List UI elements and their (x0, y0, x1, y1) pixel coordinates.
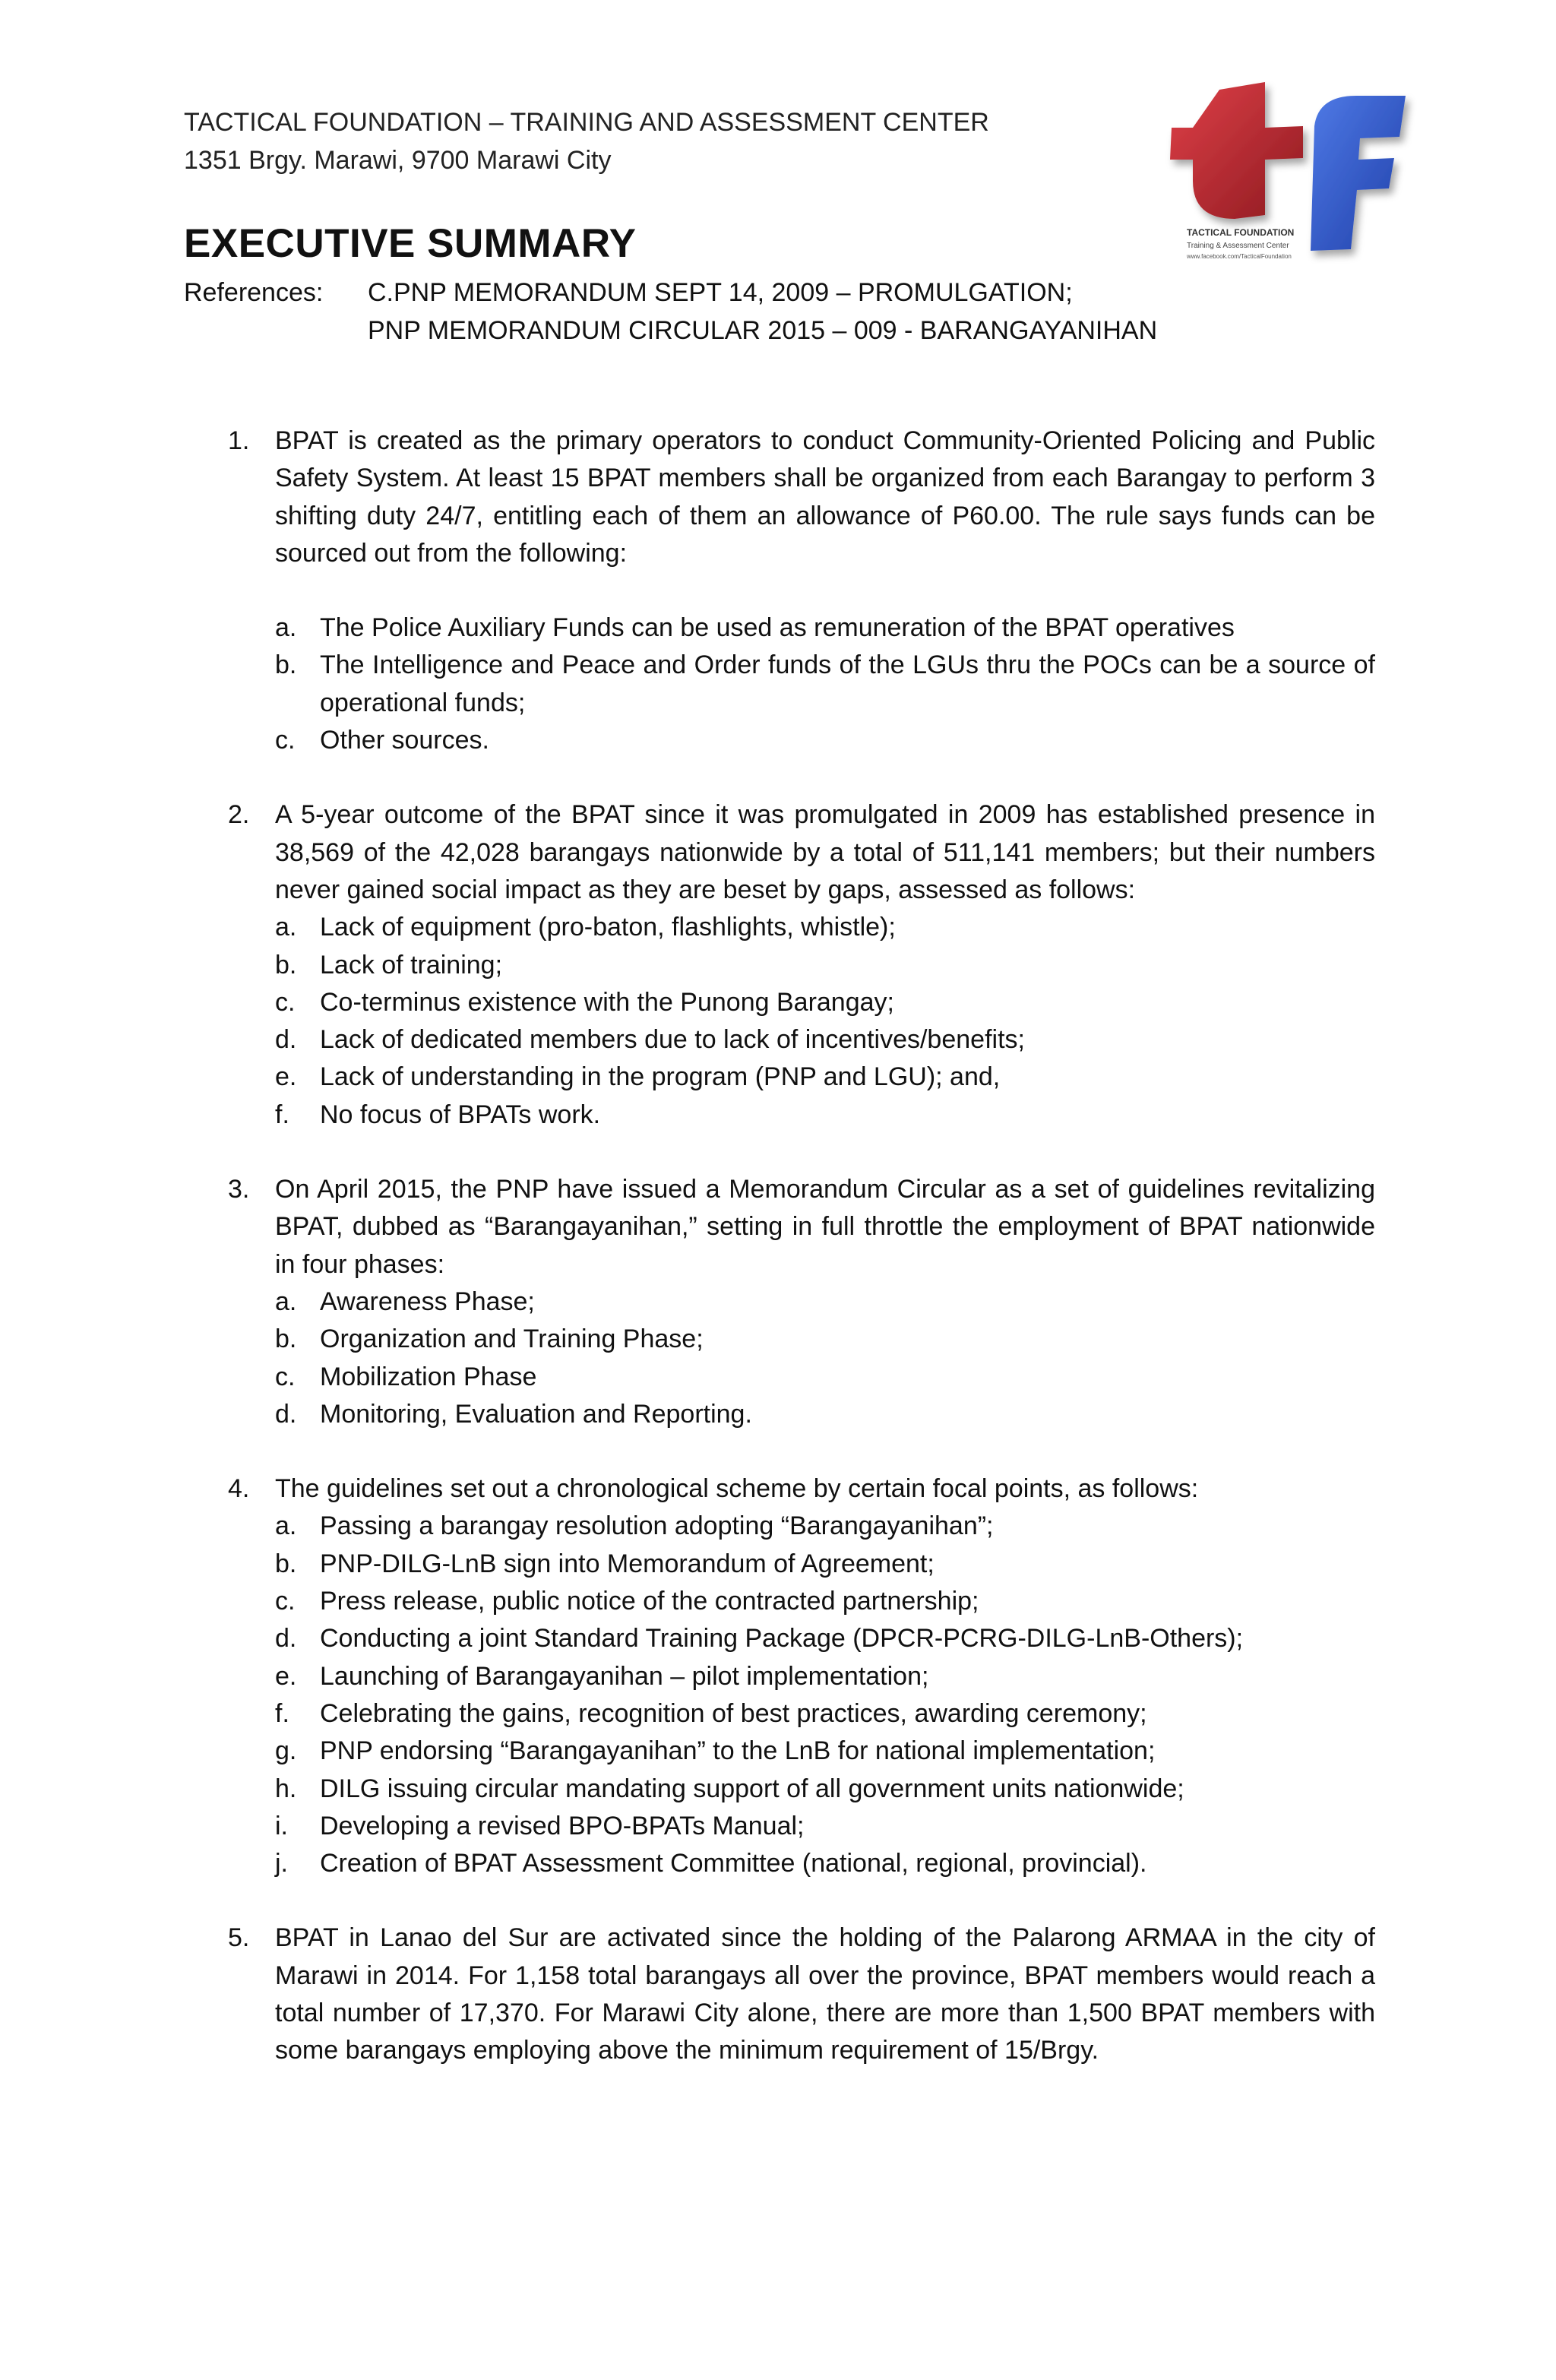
logo-letter-f (1311, 96, 1406, 251)
sub-text: Other sources. (320, 726, 489, 755)
tactical-foundation-logo (1162, 74, 1421, 295)
sub-text: Developing a revised BPO-BPATs Manual; (320, 1811, 805, 1840)
sub-letter: d. (275, 1399, 297, 1429)
sub-letter: h. (275, 1774, 297, 1803)
sub-letter: i. (275, 1811, 288, 1840)
sub-text: Lack of training; (320, 950, 503, 980)
page-title: EXECUTIVE SUMMARY (184, 221, 637, 266)
reference-item: C.PNP MEMORANDUM SEPT 14, 2009 – PROMULGATION; (368, 278, 1073, 307)
item-number: 2. (228, 800, 250, 830)
sub-letter: c. (275, 726, 296, 755)
sub-item (228, 909, 1375, 946)
sub-item (228, 1546, 1375, 1583)
sub-item (228, 1808, 1375, 1845)
item-text: On April 2015, the PNP have issued a Memorandum Circular as a set of guidelines revitalizing BPAT, dubbed as “Barangayanihan,” setting in full throttle the employment of BPAT nationwide in four phases: (275, 1175, 1375, 1279)
sub-text: Lack of understanding in the program (PNP and LGU); and, (320, 1062, 1001, 1092)
sub-item (228, 722, 1375, 759)
sub-text: Awareness Phase; (320, 1287, 535, 1316)
logo-caption-2: Training & Assessment Center (1187, 242, 1289, 250)
logo-caption-3: www.facebook.com/TacticalFoundation (1187, 253, 1292, 260)
sub-letter: b. (275, 950, 297, 980)
item-number: 4. (228, 1474, 250, 1504)
item-number: 1. (228, 426, 250, 455)
sub-list (228, 1508, 1375, 1882)
sub-letter: e. (275, 1062, 297, 1092)
sub-item (228, 947, 1375, 984)
sub-letter: b. (275, 1325, 297, 1354)
sub-letter: a. (275, 1511, 297, 1541)
sub-item (228, 1733, 1375, 1770)
sub-item (228, 647, 1375, 722)
sub-item (228, 1396, 1375, 1433)
sub-item (228, 1321, 1375, 1358)
sub-item (228, 1359, 1375, 1396)
sub-text: Monitoring, Evaluation and Reporting. (320, 1399, 752, 1429)
item-text: The guidelines set out a chronological scheme by certain focal points, as follows: (275, 1474, 1199, 1504)
numbered-item (228, 1470, 1375, 1508)
sub-letter: f. (275, 1698, 289, 1728)
sub-letter: b. (275, 650, 297, 680)
sub-item (228, 609, 1375, 647)
sub-text: Launching of Barangayanihan – pilot implementation; (320, 1661, 929, 1691)
sub-text: The Police Auxiliary Funds can be used as remuneration of the BPAT operatives (320, 613, 1235, 643)
sub-item (228, 984, 1375, 1021)
item-text: BPAT is created as the primary operators to conduct Community-Oriented Policing and Public Safety System. At least 15 BPAT members shall be organized from each Barangay to perform 3 shifting duty 24/7, entitling each of them an allowance of P60.00. The rule says funds can be sourced out from the following: (275, 426, 1375, 568)
sub-list (228, 609, 1375, 759)
sub-item (228, 1845, 1375, 1882)
sub-letter: c. (275, 987, 296, 1017)
sub-letter: e. (275, 1661, 297, 1691)
sub-letter: b. (275, 1549, 297, 1578)
sub-letter: a. (275, 1287, 297, 1316)
sub-text: Creation of BPAT Assessment Committee (national, regional, provincial). (320, 1849, 1147, 1878)
reference-item: PNP MEMORANDUM CIRCULAR 2015 – 009 - BARANGAYANIHAN (368, 316, 1158, 345)
numbered-item (228, 1171, 1375, 1283)
sub-letter: a. (275, 613, 297, 643)
numbered-item (228, 1920, 1375, 2069)
sub-letter: d. (275, 1025, 297, 1055)
references-label: References: (184, 278, 324, 307)
sub-text: Lack of dedicated members due to lack of incentives/benefits; (320, 1025, 1025, 1055)
logo-caption-1: TACTICAL FOUNDATION (1187, 227, 1295, 238)
sub-text: Press release, public notice of the contracted partnership; (320, 1587, 979, 1616)
sub-letter: c. (275, 1362, 296, 1391)
sub-text: Passing a barangay resolution adopting “Barangayanihan”; (320, 1511, 994, 1541)
sub-text: PNP-DILG-LnB sign into Memorandum of Agreement; (320, 1549, 935, 1578)
sub-list (228, 909, 1375, 1134)
sub-letter: j. (275, 1849, 288, 1878)
sub-item (228, 1771, 1375, 1808)
sub-item (228, 1097, 1375, 1134)
logo-letter-t (1170, 82, 1303, 219)
sub-item (228, 1658, 1375, 1695)
numbered-item (228, 796, 1375, 909)
sub-text: DILG issuing circular mandating support of all government units nationwide; (320, 1774, 1184, 1803)
sub-item (228, 1620, 1375, 1657)
sub-letter: a. (275, 913, 297, 942)
sub-text: Co-terminus existence with the Punong Barangay; (320, 987, 894, 1017)
org-name: TACTICAL FOUNDATION – TRAINING AND ASSESSMENT CENTER (184, 108, 989, 137)
item-number: 3. (228, 1175, 250, 1204)
sub-item (228, 1021, 1375, 1059)
document-body (228, 423, 1375, 2070)
sub-letter: f. (275, 1100, 289, 1129)
sub-text: Conducting a joint Standard Training Package (DPCR-PCRG-DILG-LnB-Others); (320, 1624, 1244, 1654)
sub-item (228, 1508, 1375, 1545)
sub-item (228, 1059, 1375, 1096)
sub-item (228, 1695, 1375, 1733)
numbered-item (228, 423, 1375, 572)
sub-item (228, 1283, 1375, 1321)
sub-text: Lack of equipment (pro-baton, flashlights, whistle); (320, 913, 896, 942)
sub-text: Mobilization Phase (320, 1362, 537, 1391)
sub-text: No focus of BPATs work. (320, 1100, 601, 1129)
sub-text: Organization and Training Phase; (320, 1325, 704, 1354)
sub-letter: d. (275, 1624, 297, 1654)
item-text: A 5-year outcome of the BPAT since it was promulgated in 2009 has established presence in 38,569 of the 42,028 barangays nationwide by a total of 511,141 members; but their numbers never gained social impact as they are beset by gaps, assessed as follows: (275, 800, 1375, 904)
sub-letter: g. (275, 1736, 297, 1766)
item-number: 5. (228, 1923, 250, 1953)
sub-list (228, 1283, 1375, 1433)
sub-letter: c. (275, 1587, 296, 1616)
sub-text: PNP endorsing “Barangayanihan” to the LnB for national implementation; (320, 1736, 1156, 1766)
sub-text: Celebrating the gains, recognition of best practices, awarding ceremony; (320, 1698, 1147, 1728)
org-address: 1351 Brgy. Marawi, 9700 Marawi City (184, 146, 612, 175)
sub-item (228, 1583, 1375, 1620)
sub-text: The Intelligence and Peace and Order funds of the LGUs thru the POCs can be a source of operational funds; (320, 650, 1375, 717)
item-text: BPAT in Lanao del Sur are activated since the holding of the Palarong ARMAA in the city of Marawi in 2014. For 1,158 total barangays all over the province, BPAT members would reach a total number of 17,370. For Marawi City alone, there are more than 1,500 BPAT members with some barangays employing above the minimum requirement of 15/Brgy. (275, 1923, 1375, 2065)
